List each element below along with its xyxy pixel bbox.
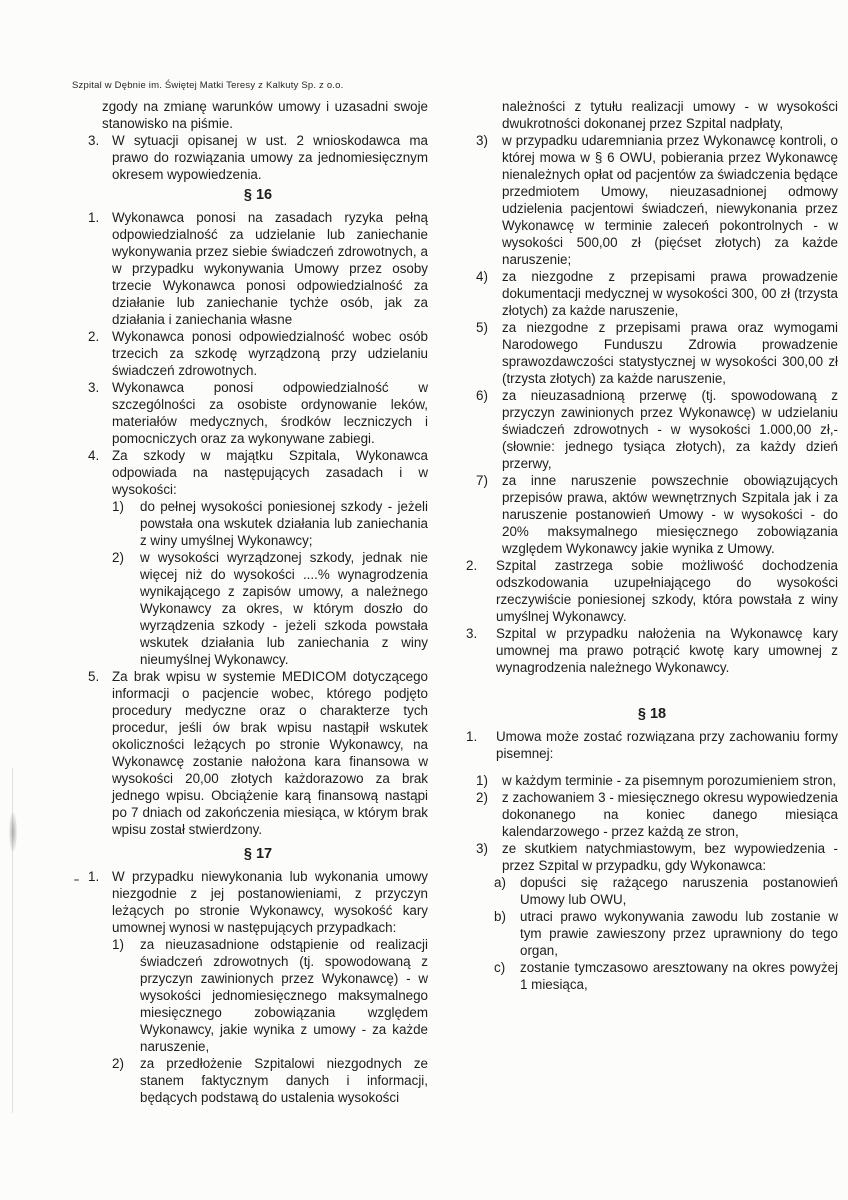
item-text: Wykonawca ponosi odpowiedzialność w szczególności za osobiste ordynowanie leków, materiałów medycznych, środków leczniczych i pomocniczych oraz za wykonywane zabiegi. [112,380,428,446]
list-item [88,328,428,379]
list-item [88,868,428,936]
item-number: 7) [476,473,488,488]
item-number: 5. [88,669,100,684]
item-number: 3. [88,133,100,148]
item-number: 3. [88,380,100,395]
list-item [476,840,838,874]
item-number: 2. [88,329,100,344]
list-item [476,772,838,789]
item-text: Szpital zastrzega sobie możliwość dochodzenia odszkodowania uzupełniającego do wysokości rzeczywiście poniesionej szkody, która powstała z winy umyślnej Wykonawcy. [496,558,838,624]
item-number: 1) [112,499,124,514]
list-item [112,1055,428,1106]
continuation-paragraph [502,98,838,132]
list-item [476,387,838,472]
item-number: 2. [466,558,478,573]
document-header: Szpital w Dębnie im. Świętej Matki Teresy z Kalkuty Sp. z o.o. [72,80,344,91]
list-item [88,447,428,498]
item-text: zostanie tymczasowo aresztowany na okres powyżej 1 miesiąca, [520,960,838,992]
item-number: a) [494,875,506,890]
list-item [112,498,428,549]
item-text: ze skutkiem natychmiastowym, bez wypowiedzenia - przez Szpital w przypadku, gdy Wykonawca: [502,841,838,873]
list-item [494,908,838,959]
item-text: dopuści się rażącego naruszenia postanowień Umowy lub OWU, [520,875,838,907]
continuation-paragraph [102,98,428,132]
list-item [476,132,838,268]
section-heading: § 18 [637,706,667,722]
item-text: Umowa może zostać rozwiązana przy zachowaniu formy pisemnej: [496,729,838,761]
list-item [112,936,428,1055]
item-number: b) [494,909,506,924]
item-number: 1) [112,937,124,952]
item-text: Wykonawca ponosi na zasadach ryzyka pełną odpowiedzialność za udzielanie lub zaniechanie wykonywania przez siebie świadczeń zdrowotnych, a w przypadku wykonywania Umowy przez osoby trzecie Wykonawca ponosi odpowiedzialność za działanie lub zaniechanie tychże osób, jak za działania i zaniechania własne [112,210,428,327]
list-item [494,874,838,908]
item-text: w wysokości wyrządzonej szkody, jednak nie więcej niż do wysokości ....% wynagrodzenia wynikającego z zapisów umowy, a należnego Wykonawcy za okres, w którym doszło do wyrządzenia szkody - jeżeli szkoda powstała wskutek działania lub zaniechania z winy nieumyślnej Wykonawcy. [140,550,428,667]
item-number: 2) [112,550,124,565]
list-item [476,472,838,557]
item-text: W przypadku niewykonania lub wykonania umowy niezgodnie z jej postanowieniami, z przyczyn leżących po stronie Wykonawcy, wysokość kary umownej wynosi w następujących przypadkach: [112,869,428,935]
item-number: 3) [476,133,488,148]
item-text: zgody na zmianę warunków umowy i uzasadni swoje stanowisko na piśmie. [102,99,428,131]
scan-smudge-artifact [9,812,17,852]
item-number: 3. [466,626,478,641]
list-item [494,959,838,993]
item-text: za nieuzasadnioną przerwę (tj. spowodowaną z przyczyn zawinionych przez Wykonawcę) w udzielaniu świadczeń zdrowotnych - w wysokości 1.000,00 zł,- (słownie: jednego tysiąca złotych), za każdy dzień przerwy, [502,388,838,471]
item-number: 1. [88,210,100,225]
list-item [466,625,838,676]
list-item [88,209,428,328]
item-number: c) [494,960,506,975]
item-text: Za szkody w majątku Szpitala, Wykonawca odpowiada na następujących zasadach i w wysokości: [112,448,428,497]
item-text: Wykonawca ponosi odpowiedzialność wobec osób trzecich za szkodę wyrządzoną przy udzielaniu świadczeń zdrowotnych. [112,329,428,378]
item-text: Szpital w przypadku nałożenia na Wykonawcę kary umownej ma prawo potrącić kwotę kary umownej z wynagrodzenia należnego Wykonawcy. [496,626,838,675]
section-heading: § 17 [243,846,273,862]
item-text: Za brak wpisu w systemie MEDICOM dotyczącego informacji o pacjencie wobec, którego podjęto procedury medyczne oraz o charakterze tych procedur, jeśli ów brak wpisu nastąpił wskutek okoliczności leżących po stronie Wykonawcy, na Wykonawcę zostanie nałożona kara finansowa w wysokości 20,00 złotych każdorazowo za brak jednego wpisu. Obciążenie karą finansową nastąpi po 7 dniach od zakończenia miesiąca, w którym brak wpisu został stwierdzony. [112,669,428,837]
item-number: 6) [476,388,488,403]
item-number: 2) [476,790,488,805]
item-text: za inne naruszenie powszechnie obowiązujących przepisów prawa, aktów wewnętrznych Szpitala jak i za naruszenie postanowień Umowy - w wysokości - do 20% maksymalnego miesięcznego zobowiązania względem Wykonawcy jakie wynika z Umowy. [502,473,838,556]
list-item [88,132,428,183]
item-number: 4. [88,448,100,463]
item-text: za nieuzasadnione odstąpienie od realizacji świadczeń zdrowotnych (tj. spowodowaną z przyczyn zawinionych przez Wykonawcę) - w wysokości jednomiesięcznego maksymalnego miesięcznego zobowiązania względem Wykonawcy, jakie wynika z umowy - za każde naruszenie, [140,937,428,1054]
item-text: za niezgodne z przepisami prawa prowadzenie dokumentacji medycznej w wysokości 300, 00 zł (trzysta złotych) za każde naruszenie, [502,269,838,318]
section-heading: § 16 [243,187,273,203]
right-text-column [466,98,838,993]
item-text: W sytuacji opisanej w ust. 2 wnioskodawca ma prawo do rozwiązania umowy za jednomiesięcznym okresem wypowiedzenia. [112,133,428,182]
item-text: za przedłożenie Szpitalowi niezgodnych ze stanem faktycznym danych i informacji, będących podstawą do ustalenia wysokości [140,1056,428,1105]
list-item [466,557,838,625]
item-number: 2) [112,1056,124,1071]
item-number: 1. [88,869,100,884]
item-number: 1. [466,729,478,744]
list-item [88,379,428,447]
list-item [466,728,838,762]
item-number: 1) [476,773,488,788]
item-text: za niezgodne z przepisami prawa oraz wymogami Narodowego Funduszu Zdrowia prowadzenie sprawozdawczości statystycznej w wysokości 300,00 zł (trzysta złotych) za każde naruszenie, [502,320,838,386]
item-number: 3) [476,841,488,856]
list-item [476,319,838,387]
item-number: 4) [476,269,488,284]
item-number: 5) [476,320,488,335]
item-text: do pełnej wysokości poniesionej szkody - jeżeli powstała ona wskutek działania lub zaniechania z winy umyślnej Wykonawcy; [140,499,428,548]
item-text: w przypadku udaremniania przez Wykonawcę kontroli, o której mowa w § 6 OWU, pobierania przez Wykonawcę nienależnych opłat od pacjentów za świadczenia będące przedmiotem Umowy, nieuzasadnionej odmowy udzielenia pacjentowi świadczeń, niewykonania przez Wykonawcę w terminie zaleceń pokontrolnych - w wysokości 500,00 zł (pięćset złotych) za każde naruszenie; [502,133,838,267]
item-text: z zachowaniem 3 - miesięcznego okresu wypowiedzenia dokonanego na koniec danego miesiąca kalendarzowego - przez każdą ze stron, [502,790,838,839]
list-item [112,549,428,668]
list-item [476,268,838,319]
item-text: utraci prawo wykonywania zawodu lub zostanie w tym prawie zawieszony przez uprawniony do tego organ, [520,909,838,958]
item-text: w każdym terminie - za pisemnym porozumieniem stron, [502,773,837,788]
list-item [476,789,838,840]
left-text-column [88,98,428,1106]
scan-speck-artifact [74,879,79,881]
item-text: należności z tytułu realizacji umowy - w wysokości dwukrotności dokonanej przez Szpital nadpłaty, [502,99,838,131]
list-item [88,668,428,838]
